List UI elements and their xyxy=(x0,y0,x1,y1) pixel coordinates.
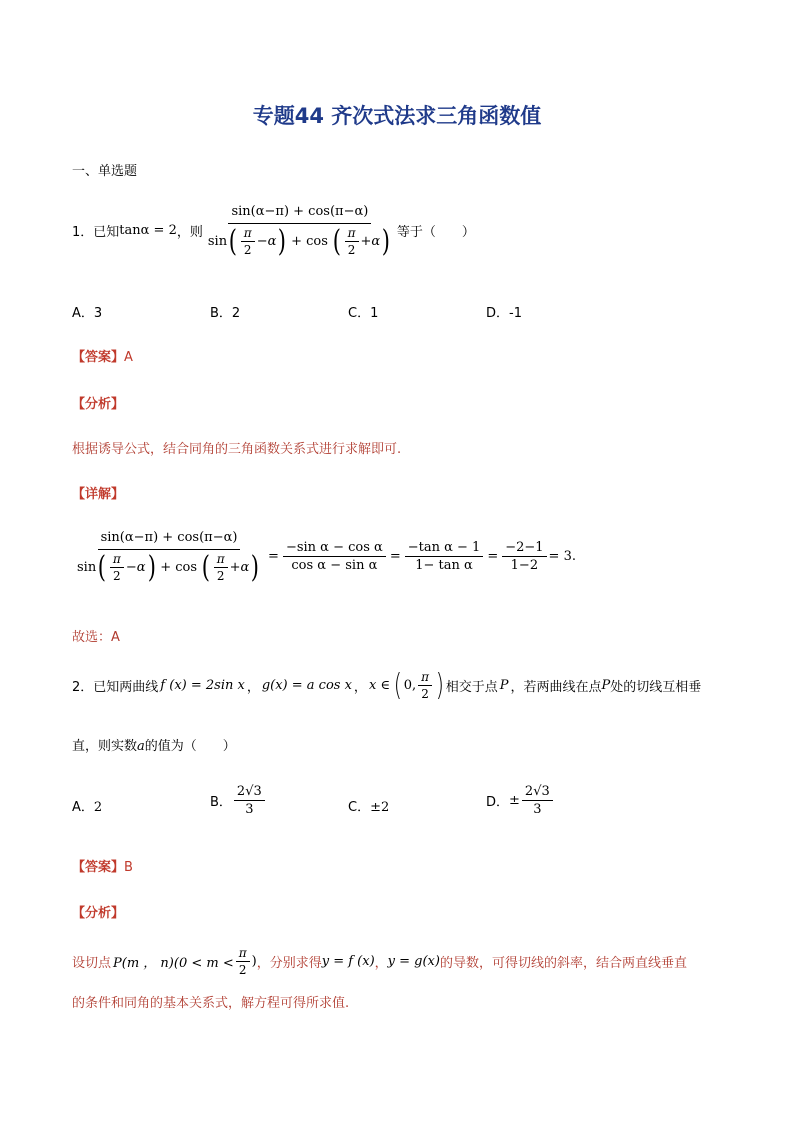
two: 2 xyxy=(113,569,121,583)
sep: ， xyxy=(246,680,260,695)
conclusion-value: A xyxy=(111,630,120,645)
point-p: P xyxy=(601,678,611,693)
q2-option-d xyxy=(486,784,555,817)
answer-value: A xyxy=(124,350,133,365)
pi: π xyxy=(236,946,250,962)
paren-open: ( xyxy=(201,549,210,585)
pi-over-2 xyxy=(418,670,432,701)
question-1-fraction-denominator: sin ( $\frac{\pi}{2}$ − α ) + cos ( $\frac{\pi}{2}$ + α ) xyxy=(207,223,391,259)
q2-option-c xyxy=(348,796,389,815)
question-2-stem-mid2: ，若两曲线在点 xyxy=(510,680,602,695)
question-1-then: ，则 xyxy=(176,225,203,240)
detail-numerator-1: −sin α − cos α xyxy=(283,540,386,557)
q1-option-a: A．3 xyxy=(72,306,103,321)
detail-fraction-1 xyxy=(283,540,386,573)
option-value: 2 xyxy=(93,800,103,815)
paren-open: ( xyxy=(393,667,402,703)
section-heading: 一、单选题 xyxy=(72,164,138,179)
pi-over-2-b xyxy=(345,226,359,257)
page-title: 专题44 齐次式法求三角函数值 xyxy=(252,104,542,128)
den-cos: + cos xyxy=(160,560,198,575)
paren-open: ( xyxy=(332,223,341,259)
question-2-stem-mid: 相交于点 xyxy=(445,680,498,695)
pi-over-2-a xyxy=(110,552,124,583)
q2-analysis-label: 【分析】 xyxy=(72,906,125,921)
interval-left: 0, xyxy=(403,678,417,693)
analysis-mid: ，分别求得 xyxy=(256,956,322,971)
pi-over-2-b xyxy=(214,552,228,583)
numerator: 2√3 xyxy=(522,784,553,801)
detail-fraction-3 xyxy=(502,540,546,573)
two: 2 xyxy=(238,963,247,977)
question-1-fraction xyxy=(205,204,395,257)
question-2-x-in: x ∈ xyxy=(368,678,391,693)
alpha: α xyxy=(267,234,277,249)
den-sin: sin xyxy=(77,560,97,575)
q1-option-b: B．2 xyxy=(210,306,241,321)
point-p: P xyxy=(499,678,509,693)
answer-label: 【答案】 xyxy=(72,860,125,875)
question-2-number: 2． xyxy=(72,680,94,695)
den-sin: sin xyxy=(207,234,228,249)
alpha: α xyxy=(136,560,146,575)
denominator: 3 xyxy=(533,802,542,817)
question-1-condition: tanα = 2 xyxy=(119,223,177,238)
alpha: α xyxy=(371,234,381,249)
option-fraction xyxy=(234,784,265,817)
pi: π xyxy=(110,552,124,568)
detail-denominator-3: 1−2 xyxy=(510,558,539,573)
paren-close: ) xyxy=(278,223,287,259)
stem-line2-pre: 直，则实数 xyxy=(72,739,138,754)
two: 2 xyxy=(421,687,429,701)
sep: ， xyxy=(374,956,388,971)
den-cos: + cos xyxy=(291,234,328,249)
option-label: D． xyxy=(486,795,510,810)
option-label: C． xyxy=(348,800,371,815)
question-2-line-2 xyxy=(72,735,236,754)
two: 2 xyxy=(216,569,225,583)
question-2-f-definition: f (x) = 2sin x xyxy=(160,678,245,693)
pi: π xyxy=(418,670,432,686)
question-2-stem-mid3: 处的切线互相垂 xyxy=(610,680,702,695)
analysis-y2: y = g(x) xyxy=(387,954,440,969)
q1-analysis-text: 根据诱导公式，结合同角的三角函数关系式进行求解即可. xyxy=(72,442,402,457)
detail-numerator-2: −tan α − 1 xyxy=(405,540,484,557)
denominator: 3 xyxy=(245,802,254,817)
q1-answer xyxy=(72,346,133,365)
question-1-number: 1． xyxy=(72,225,94,240)
alpha: α xyxy=(240,560,250,575)
q1-conclusion xyxy=(72,626,120,645)
detail-denominator-1: cos α − sin α xyxy=(291,558,378,573)
answer-value: B xyxy=(124,860,133,875)
question-1-stem-pre: 已知 xyxy=(93,225,120,240)
analysis-pre: 设切点 xyxy=(72,956,112,971)
detail-fraction-0 xyxy=(74,530,264,583)
pi: π xyxy=(214,552,228,568)
question-2-line-1 xyxy=(72,667,702,703)
option-fraction xyxy=(522,784,553,817)
analysis-post: 的导数，可得切线的斜率，结合两直线垂直 xyxy=(439,956,687,971)
option-label: A． xyxy=(72,800,94,815)
analysis-point: P(m ， n)(0 < m < xyxy=(113,956,234,971)
detail-denominator-2: 1− tan α xyxy=(415,558,473,573)
var-a: a xyxy=(137,739,145,754)
numerator: 2√3 xyxy=(234,784,265,801)
pi-over-2-a xyxy=(241,226,255,257)
q1-option-c: C．1 xyxy=(348,306,379,321)
q2-analysis-line-1: 设切点 P(m ， n)(0 < m < $\frac{\pi}{2}$ ) ，分别求得 y = f (x) ， y = g(x) 的导数，可得切线的斜率，结合两直线垂直 xyxy=(72,946,687,977)
answer-label: 【答案】 xyxy=(72,350,125,365)
paren-close: ) xyxy=(251,549,260,585)
option-sign: ± xyxy=(509,793,520,808)
q1-analysis-label: 【分析】 xyxy=(72,397,125,412)
paren-close: ) xyxy=(435,667,445,703)
paren-open: ( xyxy=(97,549,107,585)
q2-option-a xyxy=(72,796,102,815)
question-2-stem-pre: 已知两曲线 xyxy=(93,680,159,695)
analysis-y1: y = f (x) xyxy=(321,954,375,969)
paren-close: ) xyxy=(147,549,156,585)
question-2-g-definition: g(x) = a cos x xyxy=(261,678,352,693)
question-1-fraction-numerator: sin(α−π) + cos(π−α) xyxy=(228,204,371,224)
question-1-stem-post: 等于（ ） xyxy=(396,225,475,240)
pi-over-2 xyxy=(236,946,250,977)
option-value: ±2 xyxy=(370,800,390,815)
q1-detail-equation: sin(α−π) + cos(π−α) sin ( $\frac{\pi}{2}$ − α ) + cos ( $\frac{\pi}{2}$ + α ) = $\frac{\text{−sin α − cos α}}{\text{cos α − sin α}}$ = $\frac{\text{−tan α − 1}}{\text{1− tan α}}$ = $\frac{-2-1}{1-2}$ = 3 . xyxy=(72,530,576,583)
conclusion-prefix: 故选： xyxy=(72,630,112,645)
detail-numerator-0: sin(α−π) + cos(π−α) xyxy=(98,530,241,550)
pi: π xyxy=(345,226,359,242)
question-1 xyxy=(72,204,475,257)
q1-option-d: D．-1 xyxy=(486,306,522,321)
paren-close: ) xyxy=(381,223,391,259)
q2-answer xyxy=(72,856,133,875)
detail-fraction-2 xyxy=(405,540,484,573)
detail-denominator-0: sin ( $\frac{\pi}{2}$ − α ) + cos ( $\frac{\pi}{2}$ + α ) xyxy=(77,549,260,585)
q1-detail-label: 【详解】 xyxy=(72,487,125,502)
paren-open: ( xyxy=(228,223,238,259)
two: 2 xyxy=(347,243,356,257)
option-label: B． xyxy=(210,795,232,810)
sep: ， xyxy=(353,680,367,695)
q2-option-b xyxy=(210,784,267,817)
q2-analysis-line-2: 的条件和同角的基本关系式，解方程可得所求值. xyxy=(72,996,350,1011)
stem-line2-post: 的值为（ ） xyxy=(144,739,236,754)
detail-numerator-3: −2−1 xyxy=(502,540,546,557)
pi: π xyxy=(241,226,255,242)
two: 2 xyxy=(243,243,252,257)
detail-result: = 3 xyxy=(548,549,572,564)
